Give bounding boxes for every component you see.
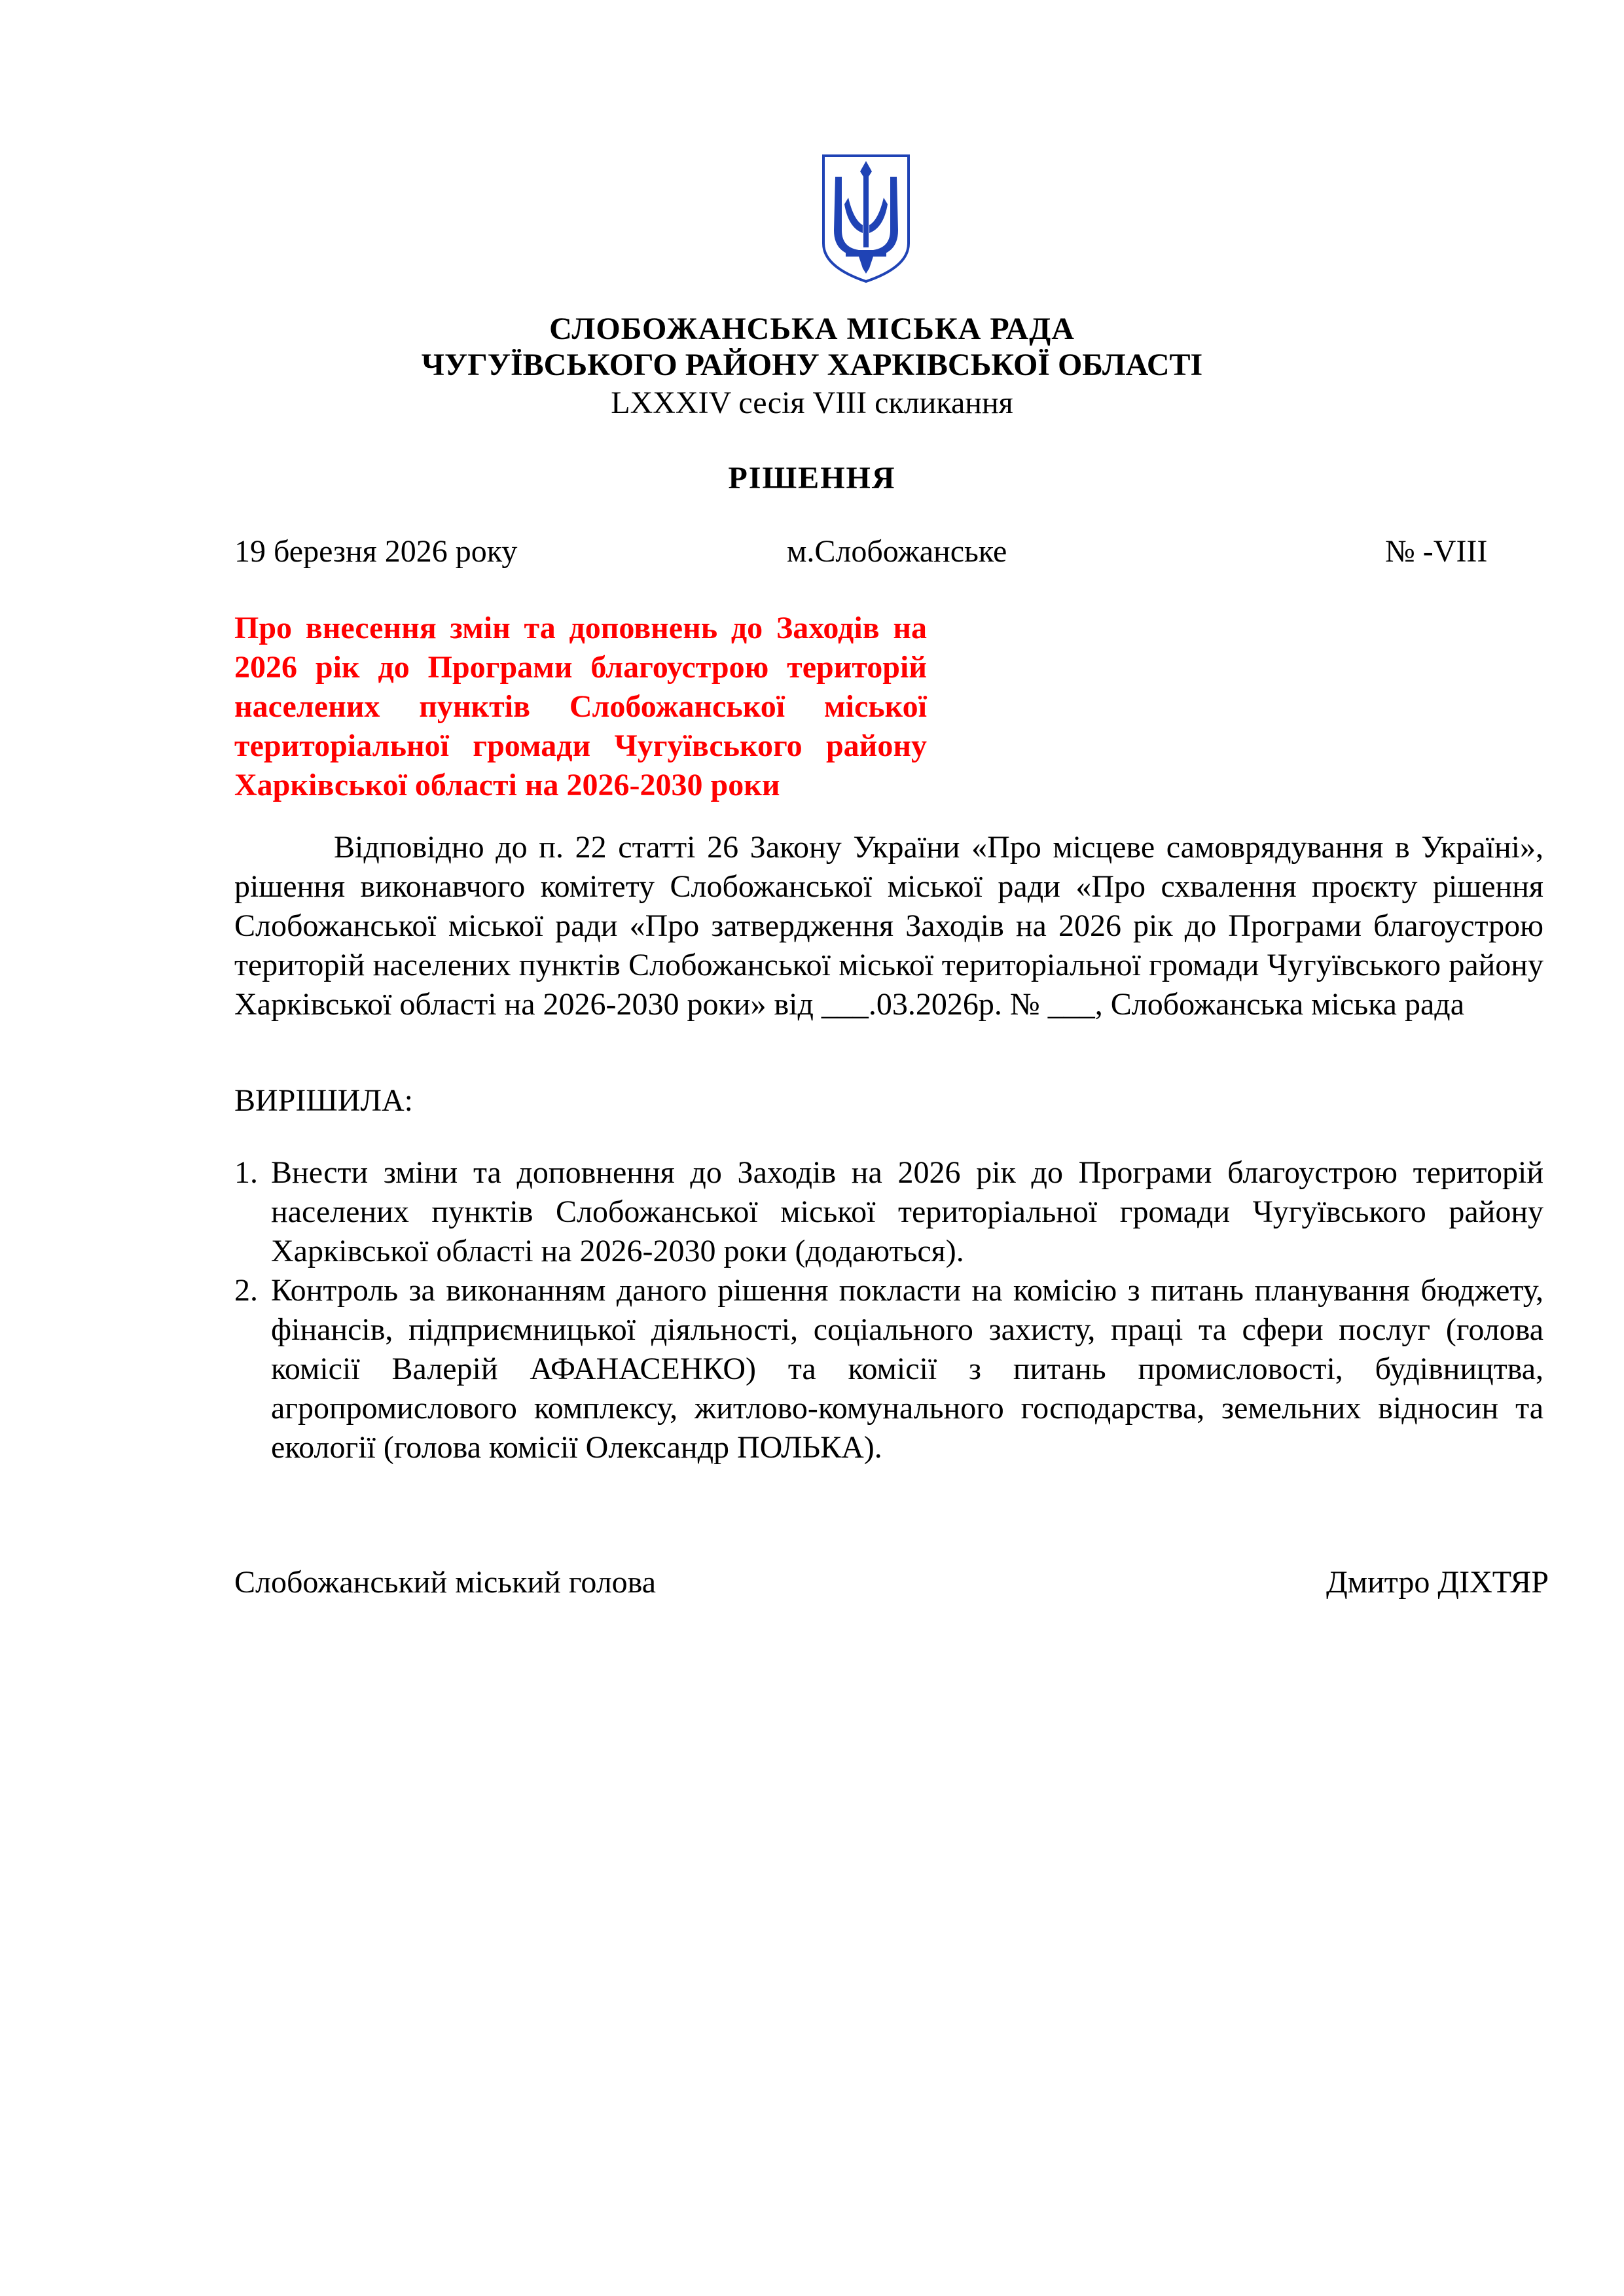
- list-item-text: Контроль за виконанням даного рішення покласти на комісію з питань планування бюджету, фінансів, підприємницької діяльності, соціального захисту, праці та сфери послуг (голова комісії Валерій АФАНАСЕНКО) та комісії з питань промисловості, будівництва, агропромислового комплексу, житлово-комунального господарства, земельних відносин та екології (голова комісії Олександр ПОЛЬКА).: [271, 1273, 1543, 1465]
- decision-city: м.Слобожанське: [787, 534, 1007, 569]
- resolved-heading: ВИРІШИЛА:: [234, 1083, 413, 1118]
- organization-name: СЛОБОЖАНСЬКА МІСЬКА РАДА: [549, 312, 1075, 346]
- list-item: [234, 1271, 1543, 1467]
- document-title: РІШЕННЯ: [728, 461, 896, 495]
- list-item-number: 2.: [234, 1273, 258, 1308]
- decision-number: № -VIII: [1385, 534, 1488, 569]
- trident-coat-of-arms-icon: [820, 152, 912, 284]
- decision-date: 19 березня 2026 року: [234, 534, 518, 569]
- session-line: LXXXIV сесія VIII скликання: [611, 386, 1013, 420]
- signatory-title: Слобожанський міський голова: [234, 1565, 656, 1600]
- preamble-paragraph: Відповідно до п. 22 статті 26 Закону України «Про місцеве самоврядування в Україні», рішення виконавчого комітету Слобожанської міської ради «Про схвалення проєкту рішення Слобожанської міської ради «Про затвердження Заходів на 2026 рік до Програми благоустрою територій населених пунктів Слобожанської міської територіальної громади Чугуївського району Харківської області на 2026-2030 роки» від ___.03.2026р. № ___, Слобожанська міська рада: [234, 830, 1543, 1022]
- decision-subject: Про внесення змін та доповнень до Заходів на 2026 рік до Програми благоустрою територій населених пунктів Слобожанської міської територіальної громади Чугуївського району Харківської області на 2026-2030 роки: [234, 611, 927, 802]
- district-name: ЧУГУЇВСЬКОГО РАЙОНУ ХАРКІВСЬКОЇ ОБЛАСТІ: [421, 348, 1203, 382]
- list-item-text: Внести зміни та доповнення до Заходів на 2026 рік до Програми благоустрою територій населених пунктів Слобожанської міської територіальної громади Чугуївського району Харківської області на 2026-2030 роки (додаються).: [271, 1155, 1543, 1268]
- list-item: [234, 1153, 1543, 1271]
- signatory-name: Дмитро ДІХТЯР: [1326, 1565, 1549, 1600]
- decision-items-list: [234, 1153, 1543, 1467]
- list-item-number: 1.: [234, 1155, 258, 1190]
